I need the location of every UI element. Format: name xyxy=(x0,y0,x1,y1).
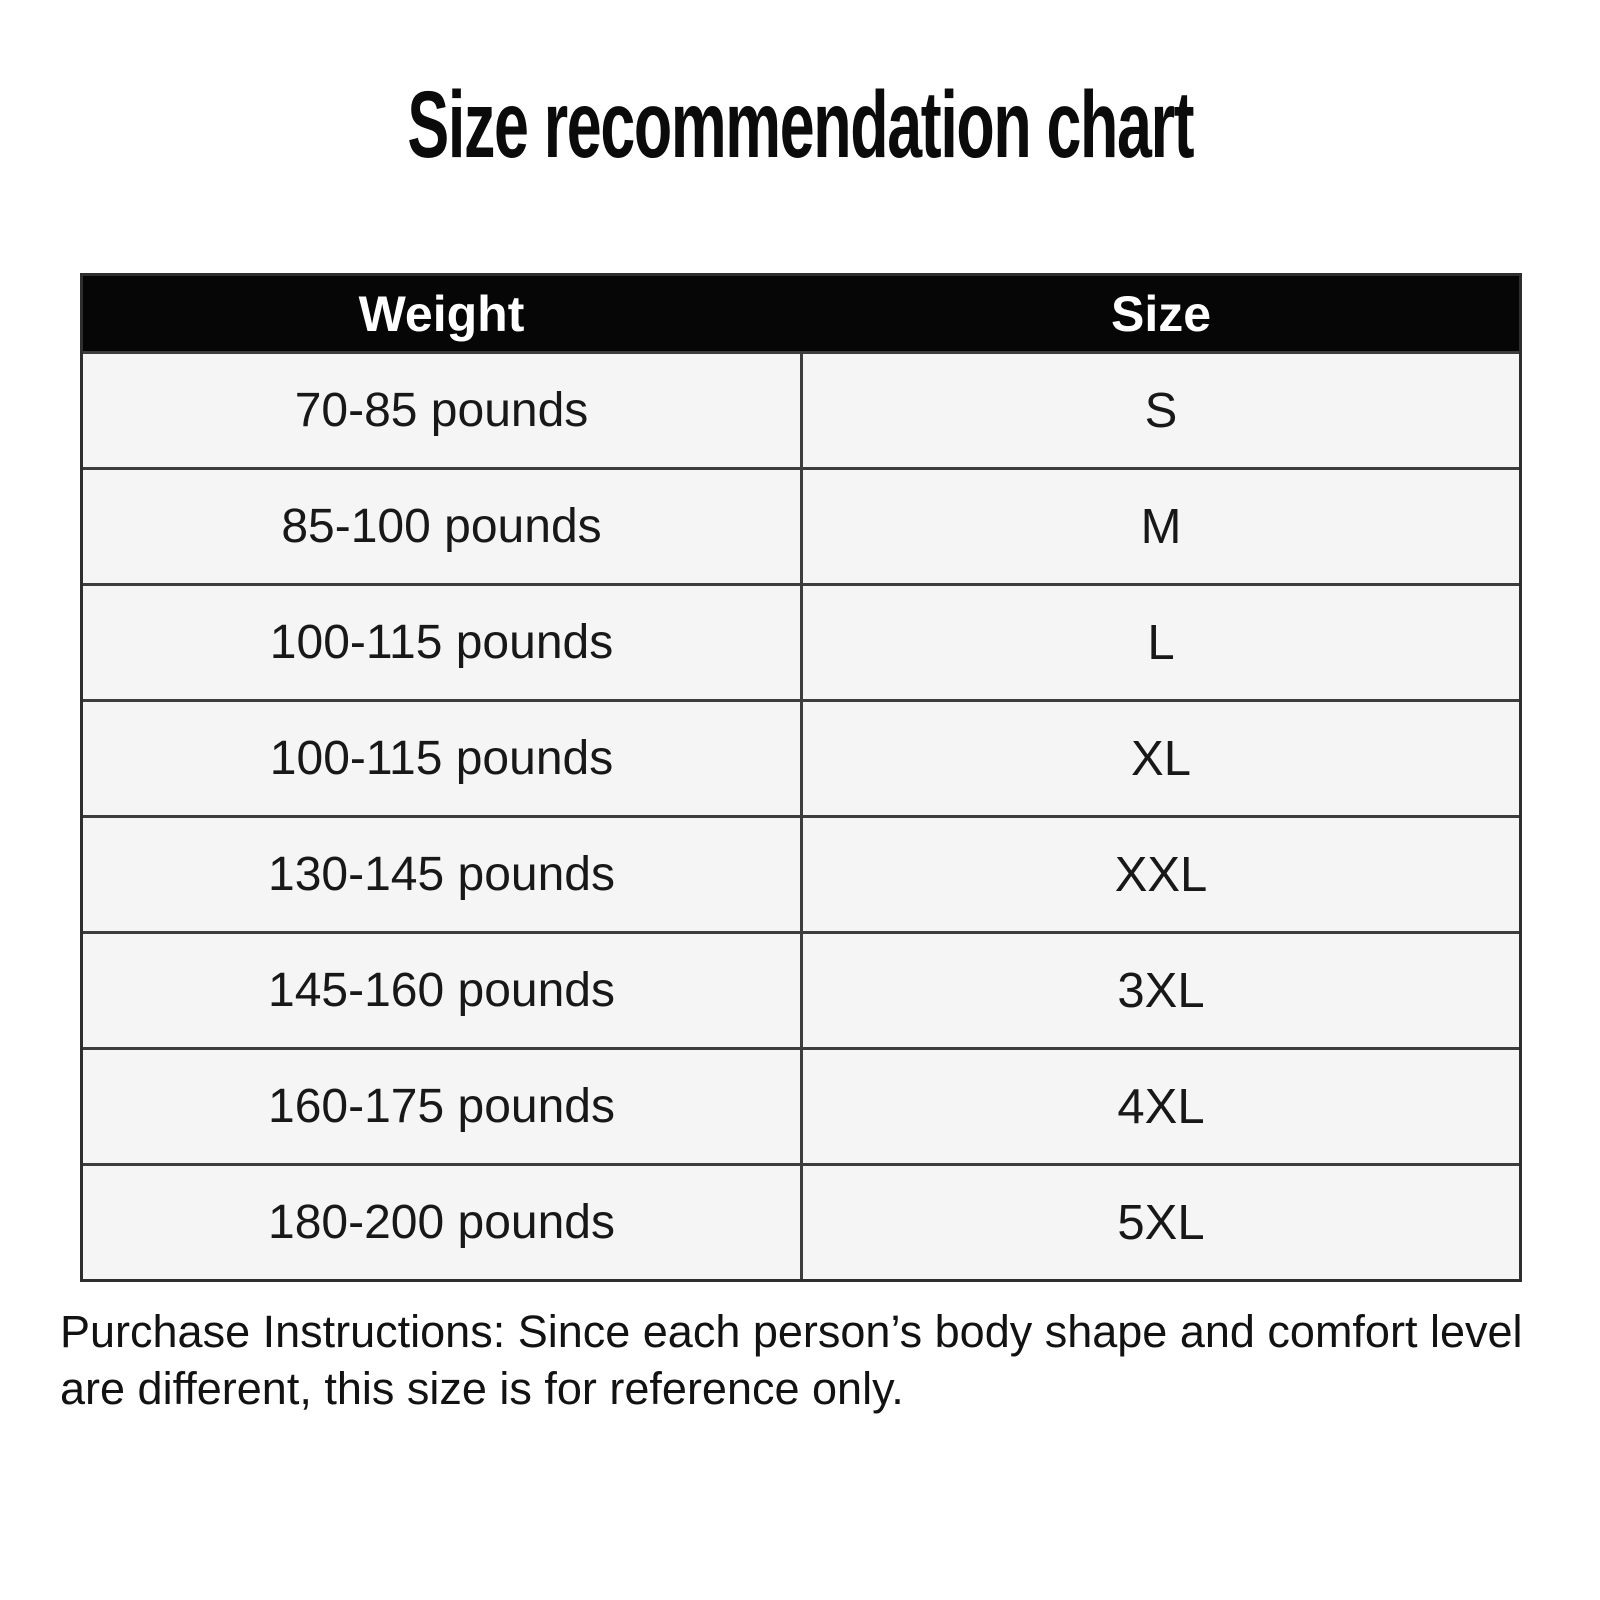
size-table xyxy=(80,273,1522,1282)
cell-size: 3XL xyxy=(1117,963,1205,1018)
table-row xyxy=(83,467,1519,583)
page-title: Size recommendation chart xyxy=(407,72,1193,178)
cell-weight: 130-145 pounds xyxy=(83,818,803,931)
table-header-row xyxy=(83,276,1519,351)
table-row xyxy=(83,1047,1519,1163)
cell-weight: 145-160 pounds xyxy=(83,934,803,1047)
cell-size: 5XL xyxy=(1117,1195,1205,1250)
header-cell-size: Size xyxy=(1110,285,1212,342)
cell-size: S xyxy=(1144,383,1178,438)
cell-weight: 100-115 pounds xyxy=(83,586,803,699)
cell-weight: 160-175 pounds xyxy=(83,1050,803,1163)
cell-size: XXL xyxy=(1114,847,1208,902)
table-row xyxy=(83,583,1519,699)
cell-size: L xyxy=(1147,615,1175,670)
table-row xyxy=(83,351,1519,467)
cell-weight: 180-200 pounds xyxy=(83,1166,803,1279)
header-cell-weight: Weight xyxy=(358,285,525,342)
cell-size: 4XL xyxy=(1117,1079,1205,1134)
cell-weight: 70-85 pounds xyxy=(83,354,803,467)
cell-size: M xyxy=(1140,499,1182,554)
cell-weight: 85-100 pounds xyxy=(83,470,803,583)
table-row xyxy=(83,699,1519,815)
purchase-instructions-note: Purchase Instructions: Since each person’s body shape and comfort level are different, this size is for reference only. xyxy=(60,1306,1523,1414)
page-title-wrap xyxy=(0,72,1600,178)
cell-weight: 100-115 pounds xyxy=(83,702,803,815)
cell-size: XL xyxy=(1131,731,1191,786)
table-row xyxy=(83,931,1519,1047)
table-row xyxy=(83,1163,1519,1279)
table-row xyxy=(83,815,1519,931)
